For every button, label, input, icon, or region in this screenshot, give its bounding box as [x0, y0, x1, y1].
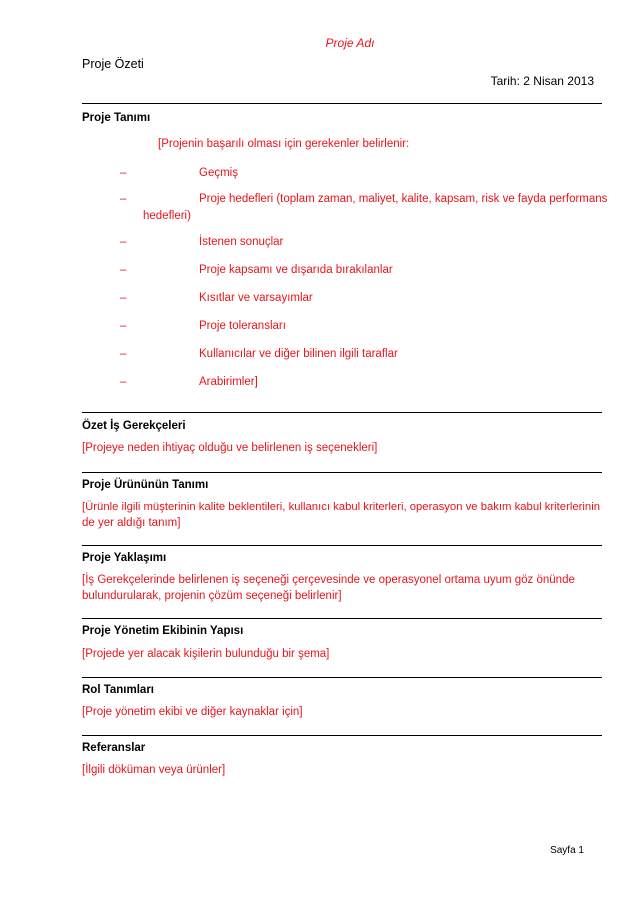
divider: [82, 545, 602, 546]
bullet-dash: –: [120, 193, 127, 205]
definition-item-continuation: hedefleri): [143, 210, 191, 222]
definition-item: Kullanıcılar ve diğer bilinen ilgili taraflar: [199, 348, 398, 360]
project-name: Proje Adı: [325, 36, 375, 50]
section-heading-team: Proje Yönetim Ekibinin Yapısı: [82, 625, 244, 637]
definition-item: Proje toleransları: [199, 320, 286, 332]
section-heading-definition: Proje Tanımı: [82, 112, 151, 124]
section-heading-approach: Proje Yaklaşımı: [82, 552, 167, 564]
product-body-line1: [Ürünle ilgili müşterinin kalite beklentileri, kullanıcı kabul kriterleri, operasyon ve bakım kabul kriterlerinin: [82, 501, 600, 513]
definition-item: Proje kapsamı ve dışarıda bırakılanlar: [199, 264, 393, 276]
summary-label: Proje Özeti: [82, 57, 144, 71]
divider: [82, 677, 602, 678]
business-case-body: [Projeye neden ihtiyaç olduğu ve belirlenen iş seçenekleri]: [82, 442, 378, 454]
bullet-dash: –: [120, 264, 127, 276]
roles-body: [Proje yönetim ekibi ve diğer kaynaklar için]: [82, 706, 303, 718]
section-heading-product: Proje Ürününün Tanımı: [82, 479, 209, 491]
section-heading-roles: Rol Tanımları: [82, 684, 154, 696]
divider: [82, 103, 602, 104]
definition-intro: [Projenin başarılı olması için gerekenler belirlenir:: [158, 138, 410, 150]
references-body: [İlgili döküman veya ürünler]: [82, 764, 226, 776]
bullet-dash: –: [120, 167, 127, 179]
approach-body-line1: [İş Gerekçelerinde belirlenen iş seçeneği çerçevesinde ve operasyonel ortama uyum göz önünde: [82, 574, 575, 586]
date-label: Tarih: 2 Nisan 2013: [490, 74, 594, 88]
divider: [82, 472, 602, 473]
bullet-dash: –: [120, 348, 127, 360]
section-heading-references: Referanslar: [82, 742, 146, 754]
bullet-dash: –: [120, 292, 127, 304]
product-body-line2: de yer aldığı tanım]: [82, 517, 181, 529]
divider: [82, 412, 602, 413]
definition-item: İstenen sonuçlar: [199, 236, 284, 248]
bullet-dash: –: [120, 376, 127, 388]
page-number: Sayfa 1: [550, 845, 584, 856]
bullet-dash: –: [120, 236, 127, 248]
approach-body-line2: bulundurularak, projenin çözüm seçeneği belirlenir]: [82, 590, 342, 602]
definition-item: Proje hedefleri (toplam zaman, maliyet, kalite, kapsam, risk ve fayda performans: [199, 193, 608, 205]
definition-item: Geçmiş: [199, 167, 238, 179]
team-body: [Projede yer alacak kişilerin bulunduğu bir şema]: [82, 648, 330, 660]
divider: [82, 735, 602, 736]
divider: [82, 618, 602, 619]
section-heading-business-case: Özet İş Gerekçeleri: [82, 420, 186, 432]
definition-item: Arabirimler]: [199, 376, 258, 388]
bullet-dash: –: [120, 320, 127, 332]
definition-item: Kısıtlar ve varsayımlar: [199, 292, 313, 304]
